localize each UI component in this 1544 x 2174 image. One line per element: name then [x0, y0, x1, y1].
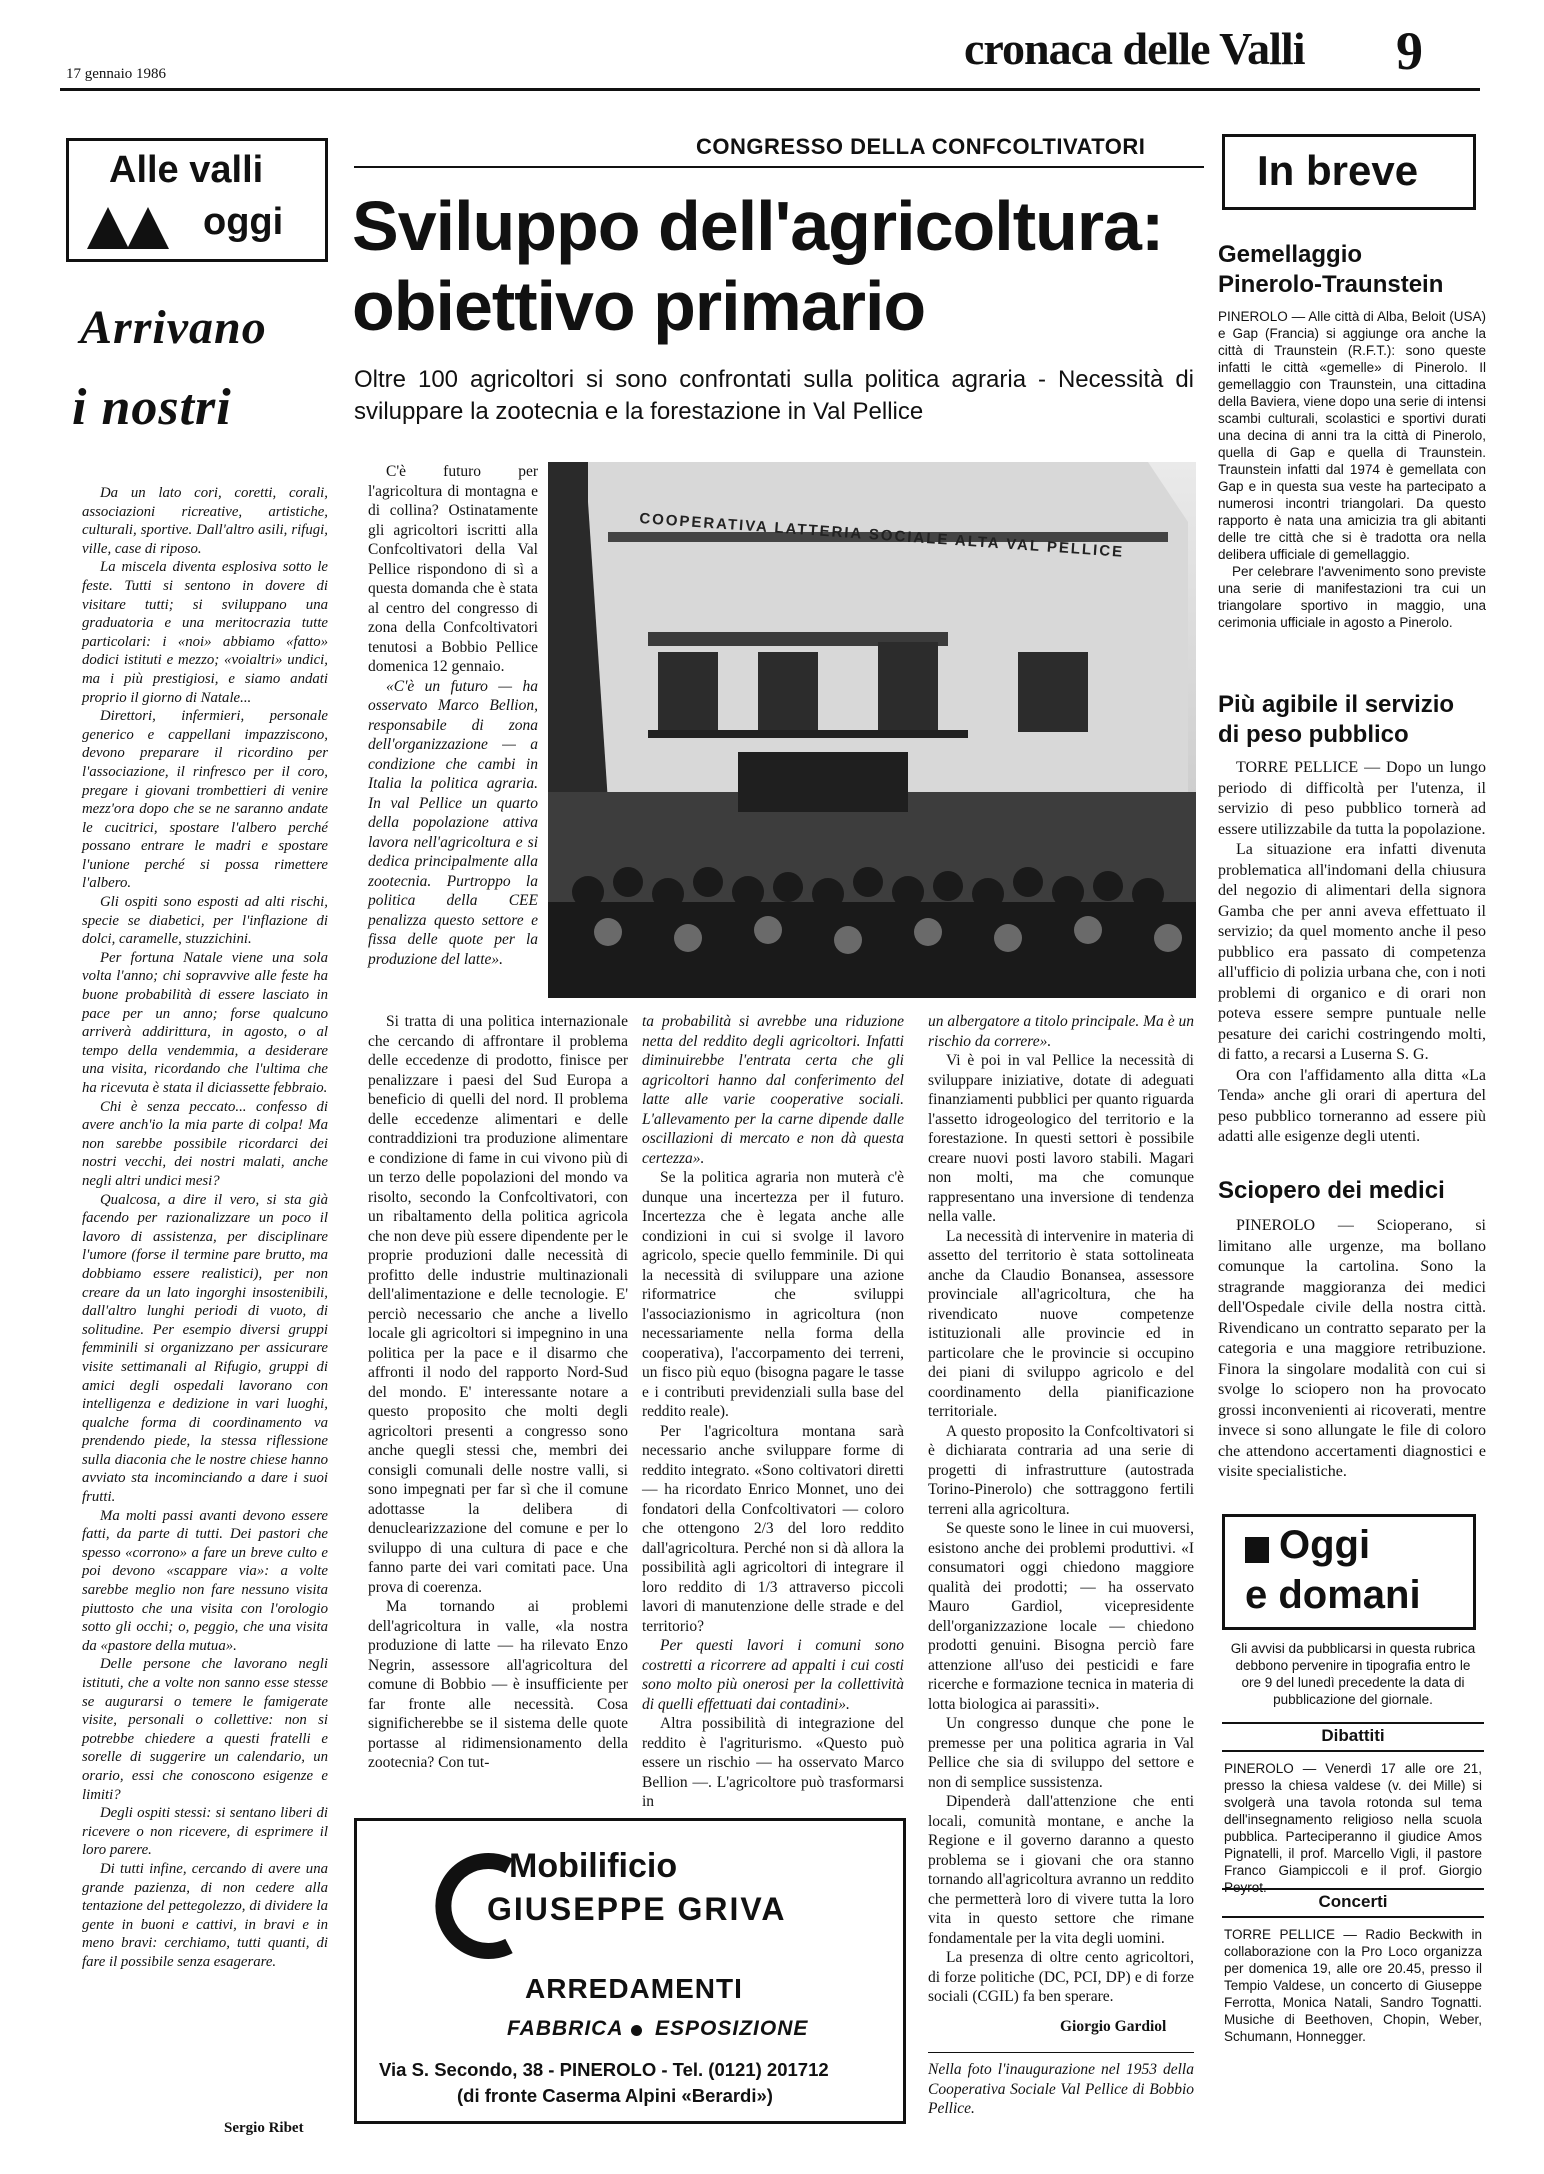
main-kicker: CONGRESSO DELLA CONFCOLTIVATORI — [696, 134, 1146, 159]
left-paragraph: La miscela diventa esplosiva sotto le feste. Tutti si sentono in dovere di visitare tutti; si sviluppano una graduatoria e una meritocrazia tutte particolari: i «noi» abbiamo «fatto» dodici istituti e mezzo; «voialtri» undici, ma i più prestigiosi, e siamo andati proprio il giorno di Natale... — [82, 559, 328, 706]
left-paragraph: Qualcosa, a dire il vero, si sta già facendo per razionalizzare un poco il lavoro di assistenza, per disciplinare l'umore (forse il termine pare brutto, ma dobbiamo essere realistici), per non creare da un lato ingorghi insostenibili, dall'altro lunghi periodi di vuoto, di solitudine. Per esempio diversi gruppi femminili si organizzano per assicurare visite settimanali al Rifugio, gruppi di amici degli ospedali lavorano con intelligenza e dedizione in vari luoghi, qualche forma di coordinamento va prendendo piede, la stessa riflessione sulla diaconia che le nostre chiese hanno avviato sta incominciando a dare i suoi frutti. — [82, 1191, 328, 1506]
left-paragraph: Degli ospiti stessi: si sentano liberi di ricevere o non ricevere, di esprimere il loro parere. — [82, 1805, 328, 1859]
main-paragraph: ta probabilità si avrebbe una riduzione netta del reddito degli agricoltori. Infatti diminuirebbe l'entrata certa che gli agricoltori hanno dal conferimento del latte alle varie cooperative sociali. L'allevamento per la carne dipende dalle oscillazioni di mercato e non dà questa certezza». — [642, 1013, 904, 1167]
main-paragraph: La presenza di oltre cento agricoltori, di forze politiche (DC, PCI, DP) e di forze sociali (CGIL) fa ben sperare. — [928, 1949, 1194, 2005]
brief-gemellaggio — [1218, 240, 1486, 631]
ad-name-1: Mobilificio — [509, 1847, 678, 1885]
photo-building-sign: COOPERATIVA LATTERIA SOCIALE ALTA VAL PELLICE — [638, 510, 1125, 561]
mountains-icon — [87, 203, 173, 249]
main-paragraph: Un congresso dunque che pone le premesse per una politica agraria in Val Pellice che sia di sviluppo del settore e non di semplice sussistenza. — [928, 1715, 1194, 1791]
left-paragraph: Gli ospiti sono esposti ad alti rischi, specie se diabetici, per l'inflazione di dolci, caramelle, stuzzichini. — [82, 894, 328, 948]
brief-1-title-1: Gemellaggio — [1218, 241, 1363, 268]
brief-paragraph: Ora con l'affidamento alla ditta «La Tenda» anche gli orari di apertura del peso pubblico torneranno ad essere più adatti alle esigenze degli utenti. — [1218, 1066, 1486, 1145]
main-headline-2: obiettivo primario — [352, 267, 926, 345]
square-bullet-icon — [1245, 1537, 1269, 1563]
brief-1-body — [1218, 308, 1486, 631]
left-paragraph: Per fortuna Natale viene una sola volta l'anno; chi sopravvive alle feste ha buone probabilità di essere lasciato in pace per un anno; forse qualcuno arriverà addirittura, in agosto, o al tempo della vendemmia, a desiderare una visita, ricordando che l'ultima che ha ricevuta è stata il diciassette febbraio. — [82, 949, 328, 1096]
main-byline: Giorgio Gardiol — [1060, 2018, 1167, 2035]
brief-paragraph: TORRE PELLICE — Dopo un lungo periodo di difficoltà per l'utenza, il servizio di peso pubblico tornerà ad essere utilizzabile da tutta la popolazione. — [1218, 759, 1486, 838]
main-paragraph: un albergatore a titolo principale. Ma è un rischio da correre». — [928, 1013, 1194, 1050]
brief-2-title-2: di peso pubblico — [1218, 721, 1409, 748]
main-column-2 — [642, 1012, 904, 1812]
left-paragraph: Chi è senza peccato... confesso di avere anch'io la mia parte di colpa! Ma non sarebbe possibile ricordarci dei nostri vecchi, dei nostri malati, anche negli altri undici mesi? — [82, 1098, 328, 1189]
alle-valli-oggi: oggi — [203, 201, 284, 243]
in-breve-title: In breve — [1257, 147, 1419, 194]
main-subhead: Oltre 100 agricoltori si sono confrontati sulla politica agraria - Necessità di sviluppare la zootecnia e la forestazione in Val Pellice — [354, 366, 1194, 425]
left-headline-2: i nostri — [72, 379, 232, 436]
main-paragraph: Ma tornando ai problemi dell'agricoltura in valle, «la nostra produzione di latte — ha rilevato Enzo Negrin, assessore all'agricoltura del comune di Bobbio — è insufficiente per far fronte alle necessità. Cosa significherebbe se il sistema delle quote portasse al ridimensionamento della zootecnia? Con tut- — [368, 1598, 628, 1771]
concerti-rule-bottom — [1222, 1916, 1484, 1918]
ad-bullet-icon — [631, 2025, 642, 2036]
concerti-label: Concerti — [1318, 1892, 1388, 1911]
ad-name-2: GIUSEPPE GRIVA — [487, 1891, 787, 1927]
dibattiti-label: Dibattiti — [1321, 1726, 1385, 1745]
page-number: 9 — [1396, 21, 1423, 81]
oggi-title-2: e domani — [1245, 1573, 1421, 1617]
oggi-e-domani-box — [1222, 1514, 1476, 1630]
left-paragraph: Ma molti passi avanti devono essere fatti, da parte di tutti. Dei pastori che spesso «corrono» a fare un breve culto e poi devono «scappare via»: a volte sarebbe meglio non fare nessuno visita piuttosto che una visita con l'orologio sotto gli occhi; o, peggio, che una visita da «pastore della mutua». — [82, 1507, 328, 1654]
main-column-1-bottom — [368, 1012, 628, 1773]
main-column-3 — [928, 1012, 1194, 2007]
main-paragraph: Si tratta di una politica internazionale che cercando di affrontare il problema delle eccedenze di prodotto, finisce per penalizzare i paesi del Sud Europa a beneficio di quelli del nord. Il problema delle eccedenze alimentari e delle contraddizioni tra produzione alimentare e condizione di fame in cui vivono più di un terzo delle popolazioni del mondo va risolto, secondo la Confcoltivatori, con un ribaltamento della politica agricola che non deve più essere dipendente per le proprie produzioni dalle necessità di profitto delle industrie multinazionali dell'alimentazione e delle tecnologie. E' perciò necessario che anche a livello locale gli agricoltori si impegnino in una politica per la pace e il disarmo che affronti il nodo del rapporto Nord-Sud del mondo. E' interessante notare a questo proposito che molti degli agricoltori presenti a congresso sono anche quegli stessi che, membri dei consigli comunali delle nostre valli, si sono impegnati per far sì che il comune adottasse la delibera di denuclearizzazione del comune e per lo sviluppo di una cultura di pace e che fanno parte dei vari comitati pace. Una prova di coerenza. — [368, 1013, 628, 1596]
main-paragraph: Per questi lavori i comuni sono costretti a ricorrere ad appalti i cui costi sono molto più onerosi per la collettività di quelli effettuati dai contadini». — [642, 1637, 904, 1713]
oggi-note: Gli avvisi da pubblicarsi in questa rubrica debbono pervenire in tipografia entro le ore 9 del lunedì precedente la data di pubblicazione del giornale. — [1230, 1641, 1476, 1707]
brief-1-title-2: Pinerolo-Traunstein — [1218, 271, 1444, 298]
header-rule — [60, 88, 1480, 91]
left-byline: Sergio Ribet — [224, 2120, 304, 2136]
brief-3-title: Sciopero dei medici — [1218, 1177, 1445, 1204]
left-article-body — [82, 484, 328, 1972]
main-paragraph: Se la politica agraria non muterà c'è dunque una incertezza per il futuro. Incertezza che è legata anche alle condizioni in cui si svolge il lavoro agricolo, specie quello femminile. Di qui la necessità di sviluppare una azione riformatrice che sviluppi l'associazionismo in agricoltura (non necessariamente nella forma della cooperativa), l'accorpamento dei terreni, un fisco più equo (bisogna pagare le tasse e i contributi previdenziali sulla base del reddito reale). — [642, 1169, 904, 1420]
caption-rule — [928, 2052, 1194, 2053]
brief-paragraph: PINEROLO — Alle città di Alba, Beloit (USA) e Gap (Francia) si aggiunge ora anche la città di Traunstein (R.F.T.): sono queste infatti le città «gemelle» di Pinerolo. Il gemellaggio con Traunstein, una cittadina della Baviera, viene dopo una serie di intensi scambi culturali, scolastici e sportivi durati una decina di anni tra la città di Pinerolo, quella di Gap e quella di Traunstein. Traunstein infatti dal 1974 è gemellata con Gap e in questa sua veste ha partecipato a numerosi incontri triangolari. Da questo rapporto è nata una amicizia tra gli abitanti delle tre città che si è tradotta ora nella delibera ufficiale di gemellaggio. — [1218, 309, 1486, 562]
brief-2-body — [1218, 758, 1486, 1148]
main-quote: «C'è un futuro — ha osservato Marco Bellion, responsabile di zona dell'organizzazione — a condizione che cambi in Italia la politica agraria. In val Pellice un quarto della popolazione attiva lavora nell'agricoltura e si dedica principalmente alla zootecnia. Purtroppo la politica della CEE penalizza questo settore e fissa delle quote per la produzione del latte». — [368, 677, 538, 968]
main-paragraph: La necessità di intervenire in materia di assetto del territorio è stata sottolineata anche da Claudio Bonansea, assessore provinciale all'agricoltura, che ha rivendicato nuove competenze istituzionali alle provincie ed in particolare che le provincie si occupino dei piani di sviluppo agricolo e del coordinamento della pianificazione territoriale. — [928, 1227, 1194, 1420]
concerti-text: TORRE PELLICE — Radio Beckwith in collaborazione con la Pro Loco organizza per domenica 19, alle ore 20.45, presso il Tempio Valdese, un concerto di Giuseppe Ferrotta, Monica Natali, Sandro Tognatti. Musiche di Beethoven, Chopin, Weber, Schumann, Honnegger. — [1224, 1927, 1482, 2044]
brief-paragraph: Per celebrare l'avvenimento sono previste una serie di manifestazioni tra cui un triangolare sportivo in maggio, una cerimonia ufficiale in agosto a Pinerolo. — [1218, 564, 1486, 630]
advertisement-box — [354, 1818, 906, 2124]
photo-caption: Nella foto l'inaugurazione nel 1953 della Cooperativa Sociale Val Pellice di Bobbio Pellice. — [928, 2061, 1194, 2117]
article-photo — [548, 462, 1196, 998]
main-paragraph: Se queste sono le linee in cui muoversi, esistono anche dei problemi produttivi. «I consumatori oggi chiedono maggiore qualità dei prodotti; — ha osservato Mauro Gardiol, vicepresidente dell'organizzazione locale — chiedono prodotti genuini. Bisogna perciò fare attenzione all'uso dei pesticidi e fare ricerche e formazione tecnica in materia di lotta biologica ai parassiti». — [928, 1520, 1194, 1713]
main-paragraph: Dipenderà dall'attenzione che enti locali, comunità montane, e anche la Regione e il governo daranno a questo problema se i giovani che ora stanno tornando all'agricoltura avranno un reddito che permetterà loro di vivere tutta la loro vita in questo settore che rimane fondamentale per la vita degli uomini. — [928, 1793, 1194, 1947]
main-column-1-top — [368, 462, 538, 969]
ad-line-2: FABBRICA — [507, 2017, 624, 2040]
left-paragraph: Di tutti infine, cercando di avere una grande pazienza, di non cedere alla tentazione del pettegolezzo, di dividere la gente in buoni e cattivi, in bravi e in meno bravi: cerchiamo, tutti quanti, di fare il possibile senza esagerare. — [82, 1860, 328, 1970]
left-paragraph: Delle persone che lavorano negli istituti, che a volte non sanno esse stesse se augurarsi o temere le famigerate visite, personali o collettive: non si potrebbe chiedere a questi fratelli e sorelle di suggerire un calendario, un orario, essi che conoscono esigenze e limiti? — [82, 1656, 328, 1803]
left-headline-1: Arrivano — [80, 301, 267, 354]
main-paragraph: Altra possibilità di integrazione del reddito è l'agriturismo. «Questo può essere un rischio — ha osservato Marco Bellion —. L'agricoltore può trasformarsi in — [642, 1715, 904, 1810]
section-title: cronaca delle Valli — [964, 23, 1305, 74]
main-paragraph: C'è futuro per l'agricoltura di montagna e di collina? Ostinatamente gli agricoltori iscritti alla Confcoltivatori della Val Pellice rispondono di sì a questa domanda che è stata al centro del congresso di zona della Confcoltivatori tenutosi a Bobbio Pellice domenica 12 gennaio. — [368, 463, 538, 675]
brief-2-title-1: Più agibile il servizio — [1218, 691, 1455, 718]
kicker-rule — [354, 166, 1204, 168]
ad-line-3: ESPOSIZIONE — [655, 2017, 809, 2040]
brief-peso-pubblico — [1218, 690, 1486, 1148]
dibattiti-rule-top — [1222, 1722, 1484, 1724]
main-paragraph: Vi è poi in val Pellice la necessità di sviluppare iniziative, dotate di adeguati finanziamenti pubblici per quanto riguarda l'assetto idrogeologico del territorio e la forestazione. In questi settori è possibile creare nuovi posti lavoro stabili. Magari non molti, ma che comunque rappresentano una inversione di tendenza nella valle. — [928, 1052, 1194, 1225]
main-paragraph: Per l'agricoltura montana sarà necessario anche sviluppare forme di reddito integrato. «Sono coltivatori diretti — ha ricordato Enrico Monnet, uno dei fondatori della Confcoltivatori — coloro che ottengono 2/3 del loro reddito dall'agricoltura. Perché non si dà allora la possibilità agli agricoltori di integrare il loro reddito di 1/3 attraverso piccoli lavori di manutenzione delle strade e del territorio? — [642, 1422, 904, 1635]
left-paragraph: Direttori, infermieri, personale generico e cappellani impazziscono, devono preparare il ricordino per l'associazione, il rinfresco per il coro, pregare i giovani trombettieri di venire mezz'ora dopo che se ne saranno andate le cucitrici, spostare l'albero perché possano entrare le madri e spostare l'unione perché si possa rimettere l'albero. — [82, 708, 328, 892]
brief-sciopero — [1218, 1176, 1486, 1483]
oggi-title-1: Oggi — [1279, 1523, 1371, 1567]
dibattiti-text: PINEROLO — Venerdì 17 alle ore 21, presso la chiesa valdese (v. dei Mille) si svolgerà una tavola rotonda sul tema dell'insegnamento religioso nella scuola pubblica. Parteciperanno il giudice Amos Pignatelli, il prof. Marcello Vigli, il pastore Franco Giampiccoli e il prof. Giorgio — [1224, 1761, 1482, 1878]
main-headline-1: Sviluppo dell'agricoltura: — [352, 187, 1164, 265]
left-paragraph: Da un lato cori, coretti, corali, associazioni ricreative, artistiche, culturali, sportive. Dall'altro asili, rifugi, ville, case di riposo. — [82, 485, 328, 557]
ad-address-2: (di fronte Caserma Alpini «Berardi») — [457, 2085, 773, 2106]
brief-3-body — [1218, 1216, 1486, 1483]
brief-paragraph: La situazione era infatti divenuta problematica all'indomani della chiusura del negozio di alimentari della signora Gamba che per anni aveva effettuato il servizio; da quel momento anche il peso pubblico era passato di competenza all'ufficio di polizia urbana che, con i noti problemi di organico e di orari non poteva essere sempre puntuale nelle pesature dei carichi costringendo molti, di fatto, a recarsi a Luserna S. G. — [1218, 841, 1486, 1063]
issue-date: 17 gennaio 1986 — [66, 66, 166, 82]
in-breve-box — [1222, 134, 1476, 210]
ad-address: Via S. Secondo, 38 - PINEROLO - Tel. (0121) 201712 — [379, 2059, 829, 2080]
concerti-rule-top — [1222, 1888, 1484, 1890]
dibattiti-rule-bottom — [1222, 1750, 1484, 1752]
alle-valli-title: Alle valli — [109, 149, 264, 191]
alle-valli-box — [66, 138, 328, 262]
main-paragraph: A questo proposito la Confcoltivatori si è dichiarata contraria ad una serie di progetti di infrastrutture (autostrada Torino-Pinerolo) che sottraggono fertili terreni alla agricoltura. — [928, 1422, 1194, 1518]
brief-paragraph: PINEROLO — Scioperano, si limitano alle urgenze, ma bollano comunque la cartolina. Sono la stragrande maggioranza dei medici dell'Ospedale civile della nostra città. Rivendicano un contratto separato per la categoria e una maggiore retribuzione. Finora la singolare modalità con cui si svolge lo sciopero non ha provocato grossi inconvenienti ai ricoverati, mentre invece si sono allungate le file di coloro che attendono accertamenti diagnostici e visite specialistiche. — [1218, 1217, 1486, 1480]
ad-line-1: ARREDAMENTI — [525, 1973, 743, 2004]
